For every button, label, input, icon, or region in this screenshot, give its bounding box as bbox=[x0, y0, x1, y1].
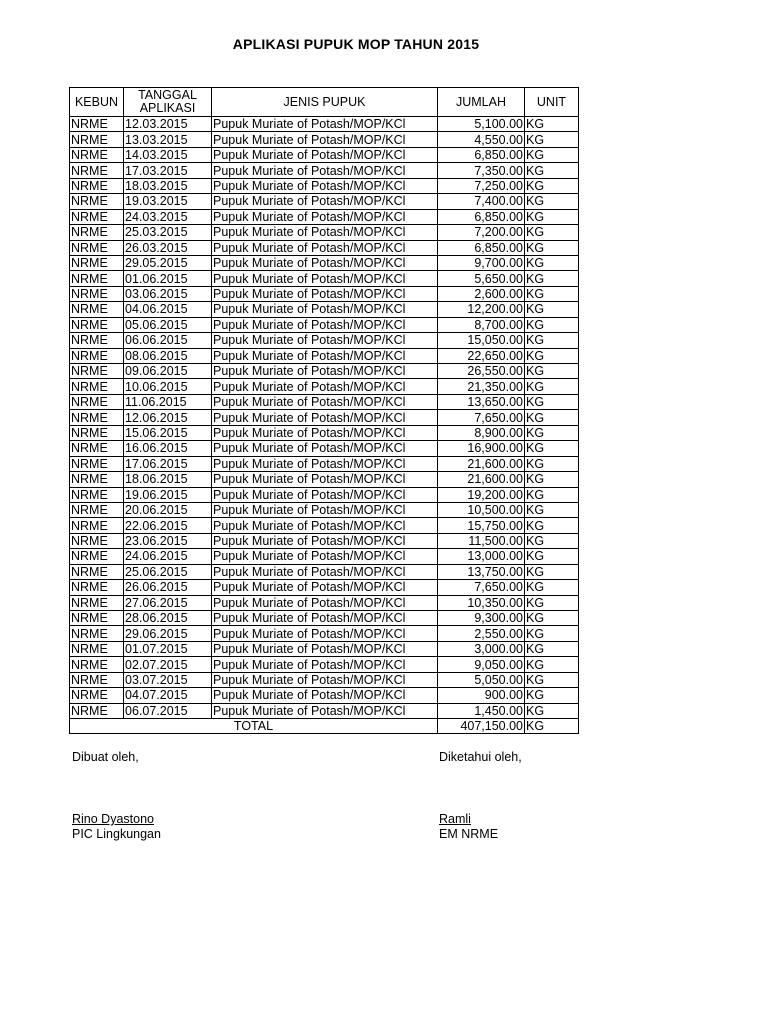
cell-tanggal: 23.06.2015 bbox=[124, 533, 212, 548]
cell-tanggal: 03.07.2015 bbox=[124, 672, 212, 687]
cell-unit: KG bbox=[525, 163, 579, 178]
cell-kebun: NRME bbox=[70, 564, 124, 579]
cell-tanggal: 15.06.2015 bbox=[124, 425, 212, 440]
cell-jumlah: 4,550.00 bbox=[438, 132, 525, 147]
total-label: TOTAL bbox=[70, 719, 438, 734]
table-row bbox=[70, 225, 579, 240]
table-row bbox=[70, 240, 579, 255]
cell-jumlah: 9,050.00 bbox=[438, 657, 525, 672]
cell-jumlah: 7,650.00 bbox=[438, 410, 525, 425]
cell-jenis-pupuk: Pupuk Muriate of Potash/MOP/KCl bbox=[212, 178, 438, 193]
cell-jumlah: 7,350.00 bbox=[438, 163, 525, 178]
cell-unit: KG bbox=[525, 286, 579, 301]
cell-tanggal: 12.03.2015 bbox=[124, 117, 212, 132]
cell-jenis-pupuk: Pupuk Muriate of Potash/MOP/KCl bbox=[212, 317, 438, 332]
signature-right-caption: Diketahui oleh, bbox=[439, 750, 522, 764]
cell-jenis-pupuk: Pupuk Muriate of Potash/MOP/KCl bbox=[212, 147, 438, 162]
cell-unit: KG bbox=[525, 502, 579, 517]
cell-tanggal: 11.06.2015 bbox=[124, 394, 212, 409]
cell-kebun: NRME bbox=[70, 271, 124, 286]
cell-unit: KG bbox=[525, 194, 579, 209]
cell-kebun: NRME bbox=[70, 348, 124, 363]
cell-unit: KG bbox=[525, 703, 579, 718]
signature-left-name: Rino Dyastono bbox=[72, 812, 154, 826]
cell-jenis-pupuk: Pupuk Muriate of Potash/MOP/KCl bbox=[212, 209, 438, 224]
cell-jumlah: 11,500.00 bbox=[438, 533, 525, 548]
cell-unit: KG bbox=[525, 410, 579, 425]
cell-tanggal: 01.07.2015 bbox=[124, 641, 212, 656]
cell-jumlah: 21,350.00 bbox=[438, 379, 525, 394]
signature-right-role: EM NRME bbox=[439, 827, 499, 841]
cell-tanggal: 18.06.2015 bbox=[124, 472, 212, 487]
cell-kebun: NRME bbox=[70, 410, 124, 425]
cell-tanggal: 27.06.2015 bbox=[124, 595, 212, 610]
table-row bbox=[70, 641, 579, 656]
table-row bbox=[70, 194, 579, 209]
table-row bbox=[70, 657, 579, 672]
cell-kebun: NRME bbox=[70, 595, 124, 610]
cell-jenis-pupuk: Pupuk Muriate of Potash/MOP/KCl bbox=[212, 626, 438, 641]
cell-unit: KG bbox=[525, 472, 579, 487]
table-row bbox=[70, 549, 579, 564]
cell-jenis-pupuk: Pupuk Muriate of Potash/MOP/KCl bbox=[212, 549, 438, 564]
cell-tanggal: 22.06.2015 bbox=[124, 518, 212, 533]
cell-jumlah: 21,600.00 bbox=[438, 472, 525, 487]
cell-unit: KG bbox=[525, 518, 579, 533]
cell-jumlah: 5,650.00 bbox=[438, 271, 525, 286]
cell-tanggal: 24.06.2015 bbox=[124, 549, 212, 564]
cell-jenis-pupuk: Pupuk Muriate of Potash/MOP/KCl bbox=[212, 472, 438, 487]
cell-tanggal: 06.07.2015 bbox=[124, 703, 212, 718]
cell-kebun: NRME bbox=[70, 379, 124, 394]
cell-jumlah: 9,300.00 bbox=[438, 611, 525, 626]
cell-tanggal: 13.03.2015 bbox=[124, 132, 212, 147]
cell-kebun: NRME bbox=[70, 425, 124, 440]
table-row bbox=[70, 472, 579, 487]
table-row bbox=[70, 672, 579, 687]
cell-jenis-pupuk: Pupuk Muriate of Potash/MOP/KCl bbox=[212, 255, 438, 270]
cell-kebun: NRME bbox=[70, 641, 124, 656]
cell-tanggal: 17.06.2015 bbox=[124, 456, 212, 471]
cell-kebun: NRME bbox=[70, 487, 124, 502]
cell-kebun: NRME bbox=[70, 194, 124, 209]
table-row bbox=[70, 502, 579, 517]
cell-jenis-pupuk: Pupuk Muriate of Potash/MOP/KCl bbox=[212, 502, 438, 517]
cell-kebun: NRME bbox=[70, 286, 124, 301]
cell-tanggal: 19.03.2015 bbox=[124, 194, 212, 209]
table-row bbox=[70, 533, 579, 548]
cell-kebun: NRME bbox=[70, 255, 124, 270]
table-row bbox=[70, 209, 579, 224]
header-tanggal-line1: TANGGAL bbox=[138, 88, 197, 102]
cell-jumlah: 1,450.00 bbox=[438, 703, 525, 718]
cell-jenis-pupuk: Pupuk Muriate of Potash/MOP/KCl bbox=[212, 518, 438, 533]
table-row bbox=[70, 255, 579, 270]
cell-jumlah: 6,850.00 bbox=[438, 209, 525, 224]
cell-unit: KG bbox=[525, 302, 579, 317]
table-row bbox=[70, 394, 579, 409]
cell-kebun: NRME bbox=[70, 163, 124, 178]
page-title: APLIKASI PUPUK MOP TAHUN 2015 bbox=[232, 36, 480, 52]
table-row bbox=[70, 703, 579, 718]
header-kebun: KEBUN bbox=[70, 88, 124, 117]
cell-tanggal: 09.06.2015 bbox=[124, 364, 212, 379]
cell-tanggal: 01.06.2015 bbox=[124, 271, 212, 286]
cell-unit: KG bbox=[525, 672, 579, 687]
cell-jenis-pupuk: Pupuk Muriate of Potash/MOP/KCl bbox=[212, 441, 438, 456]
cell-jenis-pupuk: Pupuk Muriate of Potash/MOP/KCl bbox=[212, 580, 438, 595]
cell-jumlah: 2,600.00 bbox=[438, 286, 525, 301]
cell-tanggal: 08.06.2015 bbox=[124, 348, 212, 363]
cell-tanggal: 06.06.2015 bbox=[124, 333, 212, 348]
cell-tanggal: 04.07.2015 bbox=[124, 688, 212, 703]
cell-tanggal: 05.06.2015 bbox=[124, 317, 212, 332]
table-header-row bbox=[70, 88, 579, 117]
cell-kebun: NRME bbox=[70, 580, 124, 595]
cell-jumlah: 13,000.00 bbox=[438, 549, 525, 564]
table-row bbox=[70, 425, 579, 440]
table-row bbox=[70, 688, 579, 703]
table-row bbox=[70, 379, 579, 394]
cell-jumlah: 5,050.00 bbox=[438, 672, 525, 687]
cell-jumlah: 2,550.00 bbox=[438, 626, 525, 641]
cell-jenis-pupuk: Pupuk Muriate of Potash/MOP/KCl bbox=[212, 117, 438, 132]
cell-unit: KG bbox=[525, 178, 579, 193]
cell-tanggal: 14.03.2015 bbox=[124, 147, 212, 162]
cell-kebun: NRME bbox=[70, 703, 124, 718]
cell-jumlah: 8,700.00 bbox=[438, 317, 525, 332]
cell-kebun: NRME bbox=[70, 317, 124, 332]
total-unit: KG bbox=[525, 719, 579, 734]
cell-kebun: NRME bbox=[70, 549, 124, 564]
cell-jenis-pupuk: Pupuk Muriate of Potash/MOP/KCl bbox=[212, 240, 438, 255]
cell-jumlah: 5,100.00 bbox=[438, 117, 525, 132]
cell-tanggal: 03.06.2015 bbox=[124, 286, 212, 301]
cell-jenis-pupuk: Pupuk Muriate of Potash/MOP/KCl bbox=[212, 194, 438, 209]
table-row bbox=[70, 441, 579, 456]
cell-jenis-pupuk: Pupuk Muriate of Potash/MOP/KCl bbox=[212, 641, 438, 656]
cell-tanggal: 25.03.2015 bbox=[124, 225, 212, 240]
cell-tanggal: 26.03.2015 bbox=[124, 240, 212, 255]
table-row bbox=[70, 178, 579, 193]
cell-jumlah: 7,650.00 bbox=[438, 580, 525, 595]
cell-unit: KG bbox=[525, 580, 579, 595]
cell-kebun: NRME bbox=[70, 178, 124, 193]
cell-unit: KG bbox=[525, 657, 579, 672]
table-row bbox=[70, 456, 579, 471]
cell-jumlah: 900.00 bbox=[438, 688, 525, 703]
cell-unit: KG bbox=[525, 132, 579, 147]
cell-jenis-pupuk: Pupuk Muriate of Potash/MOP/KCl bbox=[212, 533, 438, 548]
cell-unit: KG bbox=[525, 549, 579, 564]
cell-kebun: NRME bbox=[70, 364, 124, 379]
cell-unit: KG bbox=[525, 348, 579, 363]
table-row bbox=[70, 348, 579, 363]
cell-jenis-pupuk: Pupuk Muriate of Potash/MOP/KCl bbox=[212, 333, 438, 348]
cell-jumlah: 3,000.00 bbox=[438, 641, 525, 656]
cell-kebun: NRME bbox=[70, 302, 124, 317]
cell-kebun: NRME bbox=[70, 117, 124, 132]
cell-jumlah: 22,650.00 bbox=[438, 348, 525, 363]
cell-kebun: NRME bbox=[70, 456, 124, 471]
header-jumlah: JUMLAH bbox=[438, 88, 525, 117]
cell-tanggal: 28.06.2015 bbox=[124, 611, 212, 626]
cell-jumlah: 8,900.00 bbox=[438, 425, 525, 440]
cell-kebun: NRME bbox=[70, 394, 124, 409]
cell-tanggal: 16.06.2015 bbox=[124, 441, 212, 456]
table-row bbox=[70, 410, 579, 425]
total-row bbox=[70, 719, 579, 734]
cell-jumlah: 15,050.00 bbox=[438, 333, 525, 348]
cell-unit: KG bbox=[525, 456, 579, 471]
cell-unit: KG bbox=[525, 240, 579, 255]
cell-kebun: NRME bbox=[70, 533, 124, 548]
table-row bbox=[70, 317, 579, 332]
cell-unit: KG bbox=[525, 209, 579, 224]
header-unit: UNIT bbox=[525, 88, 579, 117]
table-row bbox=[70, 580, 579, 595]
cell-jumlah: 16,900.00 bbox=[438, 441, 525, 456]
cell-unit: KG bbox=[525, 364, 579, 379]
cell-tanggal: 20.06.2015 bbox=[124, 502, 212, 517]
cell-jumlah: 10,350.00 bbox=[438, 595, 525, 610]
cell-unit: KG bbox=[525, 564, 579, 579]
cell-kebun: NRME bbox=[70, 333, 124, 348]
cell-kebun: NRME bbox=[70, 672, 124, 687]
table-row bbox=[70, 487, 579, 502]
table-row bbox=[70, 147, 579, 162]
fertilizer-application-table bbox=[69, 87, 579, 734]
cell-unit: KG bbox=[525, 595, 579, 610]
cell-kebun: NRME bbox=[70, 209, 124, 224]
cell-unit: KG bbox=[525, 255, 579, 270]
cell-tanggal: 12.06.2015 bbox=[124, 410, 212, 425]
cell-unit: KG bbox=[525, 147, 579, 162]
cell-kebun: NRME bbox=[70, 147, 124, 162]
cell-kebun: NRME bbox=[70, 502, 124, 517]
cell-tanggal: 17.03.2015 bbox=[124, 163, 212, 178]
cell-kebun: NRME bbox=[70, 611, 124, 626]
cell-jumlah: 13,750.00 bbox=[438, 564, 525, 579]
cell-jumlah: 7,400.00 bbox=[438, 194, 525, 209]
cell-unit: KG bbox=[525, 117, 579, 132]
cell-jumlah: 9,700.00 bbox=[438, 255, 525, 270]
cell-unit: KG bbox=[525, 487, 579, 502]
cell-tanggal: 02.07.2015 bbox=[124, 657, 212, 672]
total-jumlah: 407,150.00 bbox=[438, 719, 525, 734]
cell-tanggal: 29.05.2015 bbox=[124, 255, 212, 270]
cell-kebun: NRME bbox=[70, 441, 124, 456]
cell-jumlah: 6,850.00 bbox=[438, 147, 525, 162]
cell-jumlah: 12,200.00 bbox=[438, 302, 525, 317]
cell-kebun: NRME bbox=[70, 657, 124, 672]
cell-jumlah: 6,850.00 bbox=[438, 240, 525, 255]
cell-tanggal: 26.06.2015 bbox=[124, 580, 212, 595]
header-tanggal bbox=[124, 88, 212, 117]
table-row bbox=[70, 611, 579, 626]
cell-unit: KG bbox=[525, 379, 579, 394]
table-row bbox=[70, 117, 579, 132]
header-jenis-pupuk: JENIS PUPUK bbox=[212, 88, 438, 117]
cell-jenis-pupuk: Pupuk Muriate of Potash/MOP/KCl bbox=[212, 456, 438, 471]
table-body bbox=[70, 117, 579, 719]
signature-left-block bbox=[72, 812, 161, 842]
cell-jumlah: 21,600.00 bbox=[438, 456, 525, 471]
cell-jenis-pupuk: Pupuk Muriate of Potash/MOP/KCl bbox=[212, 688, 438, 703]
cell-jumlah: 7,200.00 bbox=[438, 225, 525, 240]
cell-tanggal: 29.06.2015 bbox=[124, 626, 212, 641]
cell-tanggal: 04.06.2015 bbox=[124, 302, 212, 317]
cell-jenis-pupuk: Pupuk Muriate of Potash/MOP/KCl bbox=[212, 364, 438, 379]
table-row bbox=[70, 132, 579, 147]
cell-jenis-pupuk: Pupuk Muriate of Potash/MOP/KCl bbox=[212, 487, 438, 502]
table-row bbox=[70, 333, 579, 348]
cell-kebun: NRME bbox=[70, 225, 124, 240]
cell-jenis-pupuk: Pupuk Muriate of Potash/MOP/KCl bbox=[212, 132, 438, 147]
cell-jenis-pupuk: Pupuk Muriate of Potash/MOP/KCl bbox=[212, 348, 438, 363]
cell-jumlah: 26,550.00 bbox=[438, 364, 525, 379]
cell-jumlah: 7,250.00 bbox=[438, 178, 525, 193]
cell-unit: KG bbox=[525, 225, 579, 240]
cell-jenis-pupuk: Pupuk Muriate of Potash/MOP/KCl bbox=[212, 410, 438, 425]
table-row bbox=[70, 595, 579, 610]
cell-kebun: NRME bbox=[70, 472, 124, 487]
cell-kebun: NRME bbox=[70, 688, 124, 703]
cell-unit: KG bbox=[525, 641, 579, 656]
cell-jenis-pupuk: Pupuk Muriate of Potash/MOP/KCl bbox=[212, 225, 438, 240]
cell-jumlah: 10,500.00 bbox=[438, 502, 525, 517]
cell-jenis-pupuk: Pupuk Muriate of Potash/MOP/KCl bbox=[212, 163, 438, 178]
signature-right-name: Ramli bbox=[439, 812, 471, 826]
cell-jenis-pupuk: Pupuk Muriate of Potash/MOP/KCl bbox=[212, 425, 438, 440]
table-row bbox=[70, 163, 579, 178]
cell-unit: KG bbox=[525, 688, 579, 703]
cell-kebun: NRME bbox=[70, 626, 124, 641]
cell-unit: KG bbox=[525, 626, 579, 641]
table-row bbox=[70, 271, 579, 286]
cell-jenis-pupuk: Pupuk Muriate of Potash/MOP/KCl bbox=[212, 657, 438, 672]
table-row bbox=[70, 302, 579, 317]
table-row bbox=[70, 364, 579, 379]
cell-jenis-pupuk: Pupuk Muriate of Potash/MOP/KCl bbox=[212, 611, 438, 626]
cell-unit: KG bbox=[525, 317, 579, 332]
cell-jenis-pupuk: Pupuk Muriate of Potash/MOP/KCl bbox=[212, 379, 438, 394]
cell-jenis-pupuk: Pupuk Muriate of Potash/MOP/KCl bbox=[212, 302, 438, 317]
cell-kebun: NRME bbox=[70, 132, 124, 147]
signature-left-caption: Dibuat oleh, bbox=[72, 750, 139, 764]
cell-unit: KG bbox=[525, 394, 579, 409]
table-row bbox=[70, 518, 579, 533]
cell-jumlah: 19,200.00 bbox=[438, 487, 525, 502]
cell-unit: KG bbox=[525, 533, 579, 548]
cell-unit: KG bbox=[525, 271, 579, 286]
cell-tanggal: 19.06.2015 bbox=[124, 487, 212, 502]
cell-jenis-pupuk: Pupuk Muriate of Potash/MOP/KCl bbox=[212, 564, 438, 579]
table-row bbox=[70, 564, 579, 579]
cell-unit: KG bbox=[525, 333, 579, 348]
cell-unit: KG bbox=[525, 441, 579, 456]
signature-left-role: PIC Lingkungan bbox=[72, 827, 161, 841]
cell-tanggal: 18.03.2015 bbox=[124, 178, 212, 193]
signature-right-block bbox=[439, 812, 498, 842]
table-row bbox=[70, 286, 579, 301]
cell-jumlah: 13,650.00 bbox=[438, 394, 525, 409]
cell-jenis-pupuk: Pupuk Muriate of Potash/MOP/KCl bbox=[212, 703, 438, 718]
cell-jumlah: 15,750.00 bbox=[438, 518, 525, 533]
cell-jenis-pupuk: Pupuk Muriate of Potash/MOP/KCl bbox=[212, 286, 438, 301]
cell-tanggal: 24.03.2015 bbox=[124, 209, 212, 224]
cell-jenis-pupuk: Pupuk Muriate of Potash/MOP/KCl bbox=[212, 595, 438, 610]
cell-tanggal: 25.06.2015 bbox=[124, 564, 212, 579]
cell-unit: KG bbox=[525, 425, 579, 440]
cell-unit: KG bbox=[525, 611, 579, 626]
header-tanggal-line2: APLIKASI bbox=[139, 101, 196, 115]
cell-kebun: NRME bbox=[70, 240, 124, 255]
cell-jenis-pupuk: Pupuk Muriate of Potash/MOP/KCl bbox=[212, 271, 438, 286]
cell-kebun: NRME bbox=[70, 518, 124, 533]
cell-jenis-pupuk: Pupuk Muriate of Potash/MOP/KCl bbox=[212, 672, 438, 687]
table-row bbox=[70, 626, 579, 641]
cell-jenis-pupuk: Pupuk Muriate of Potash/MOP/KCl bbox=[212, 394, 438, 409]
cell-tanggal: 10.06.2015 bbox=[124, 379, 212, 394]
